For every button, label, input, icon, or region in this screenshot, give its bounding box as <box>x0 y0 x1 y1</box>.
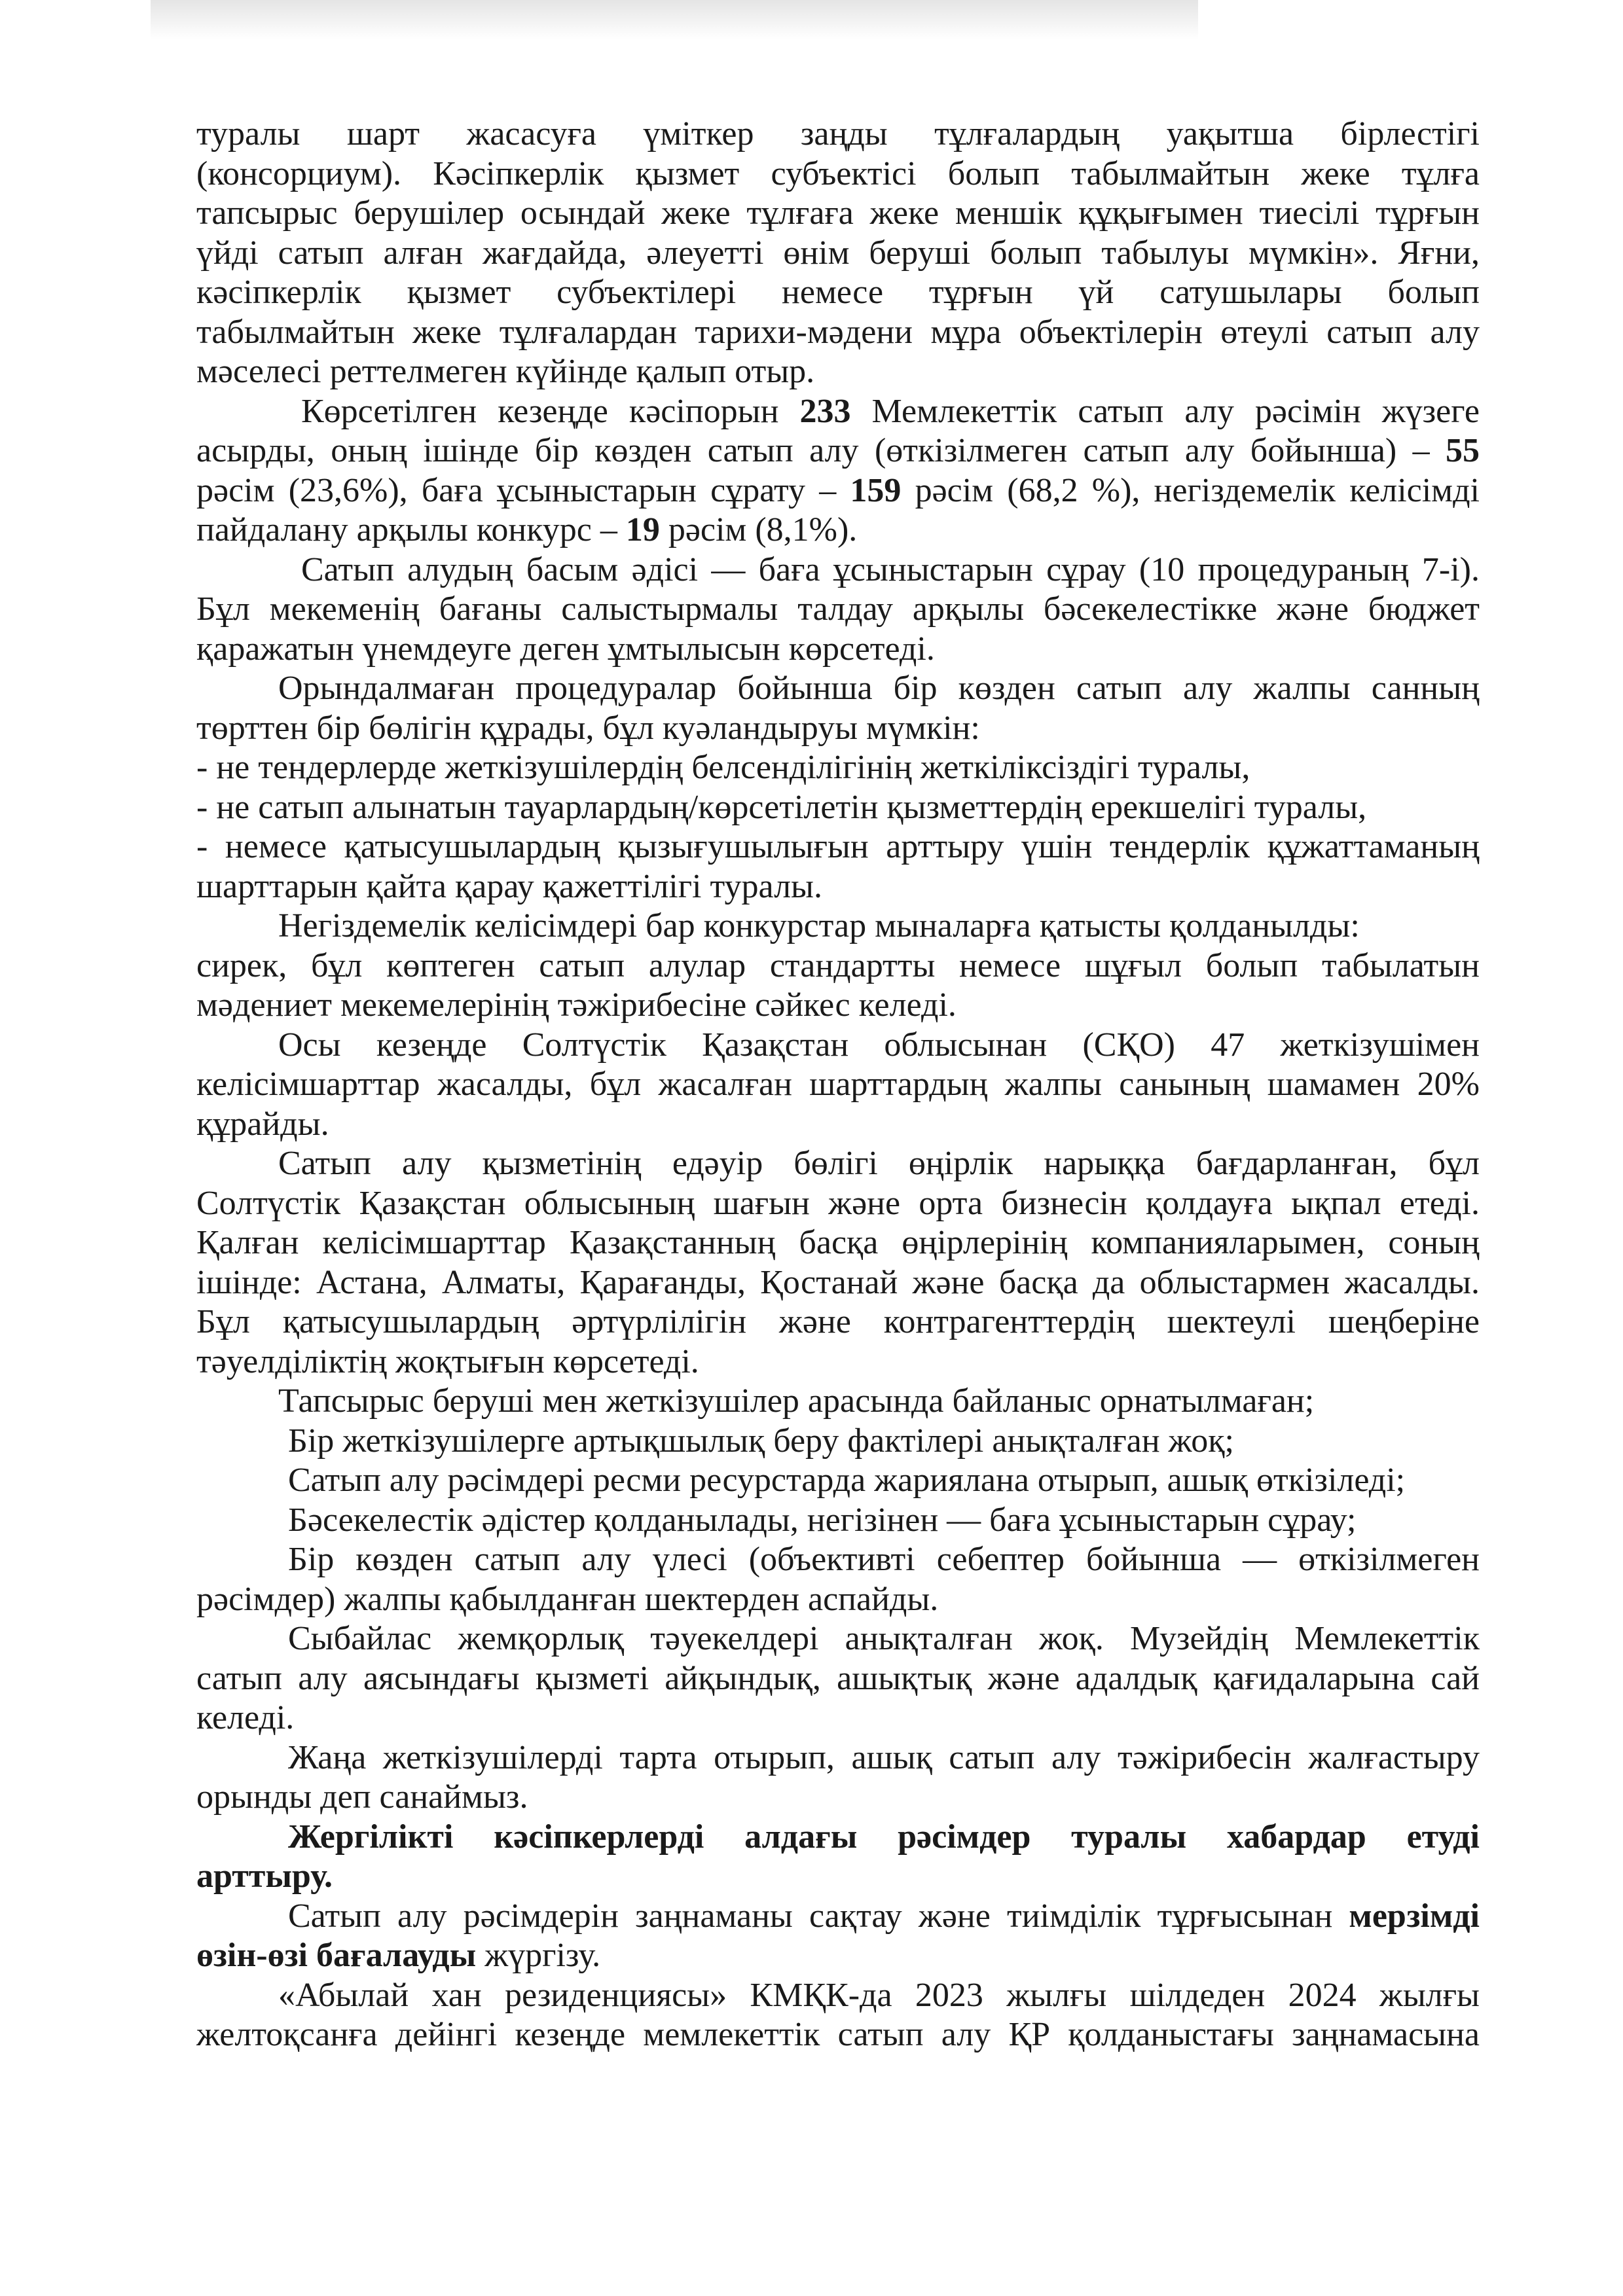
recommendation-inform-entrepreneurs <box>196 1818 1480 1897</box>
recommendation-text: арттыру. <box>196 1857 333 1895</box>
text-fragment: асырды, оның ішінде бір көзден сатып алу (өткізілмеген сатып алу бойынша) – <box>196 432 1446 469</box>
paragraph-residence-summary <box>196 1976 1480 2055</box>
text-line: келеді. <box>196 1699 295 1736</box>
text-line <box>196 1897 1480 1937</box>
paragraph-dominant-method <box>196 550 1480 670</box>
recommendation-self-assessment <box>196 1897 1480 1976</box>
text-fragment: жүргізу. <box>476 1937 601 1974</box>
text-line <box>196 1936 1480 1976</box>
paragraph-single-source-share <box>196 1540 1480 1619</box>
paragraph-conclusion <box>196 1738 1480 1818</box>
text-line: төрттен бір бөлігін құрады, бұл куәландыруы мүмкін: <box>196 709 980 747</box>
count-single-source: 55 <box>1446 432 1480 469</box>
text-line: Жаңа жеткізушілерді тарта отырып, ашық сатып алу тәжірибесін жалғастыру <box>288 1738 1480 1776</box>
text-line: рәсімдер) жалпы қабылданған шектерден аспайды. <box>196 1580 939 1618</box>
emphasis-text: мерзімді <box>1349 1897 1480 1935</box>
scan-shadow <box>151 0 1198 39</box>
text-fragment: рәсім (23,6%), баға ұсыныстарын сұрату – <box>196 471 850 509</box>
text-fragment: Сатып алу рәсімдерін заңнаманы сақтау және тиімділік тұрғысынан <box>288 1897 1349 1935</box>
list-item: - не тендерлерде жеткізушілердің белсенділігінің жеткіліксіздігі туралы, <box>196 749 1250 786</box>
bullet-list <box>196 748 1480 906</box>
text-line <box>196 511 1480 550</box>
text-fragment: рәсім (68,2 %), негіздемелік келісімді <box>901 471 1480 509</box>
text-line <box>196 471 1480 511</box>
count-framework: 19 <box>625 511 660 548</box>
emphasis-text: өзін-өзі бағалауды <box>196 1937 477 1974</box>
text-line: орынды деп санаймыз. <box>196 1778 528 1816</box>
text-line: келісімшарттар жасалды, бұл жасалған шарттардың жалпы санының шамамен 20% <box>196 1066 1480 1103</box>
text-line: Осы кезеңде Солтүстік Қазақстан облысынан (СҚО) 47 жеткізушімен <box>278 1026 1480 1064</box>
paragraph-regional-suppliers <box>196 1026 1480 1145</box>
text-line: үйді сатып алған жағдайда, әлеуетті өнім беруші болып табылуы мүмкін». Яғни, <box>196 234 1480 272</box>
text-line: Негіздемелік келісімдері бар конкурстар мыналарға қатысты қолданылды: <box>278 907 1360 944</box>
text-line <box>196 431 1480 471</box>
text-line: желтоқсанға дейінгі кезеңде мемлекеттік сатып алу ҚР қолданыстағы заңнамасына <box>196 2016 1480 2053</box>
finding-item: Бір жеткізушілерге артықшылық беру фактілері анықталған жоқ; <box>288 1422 1234 1460</box>
count-total: 233 <box>799 392 851 430</box>
text-line: туралы шарт жасасуға үміткер заңды тұлғалардың уақытша бірлестігі <box>196 115 1480 152</box>
paragraph-framework-contests <box>196 906 1480 1026</box>
text-line: тәуелділіктің жоқтығын көрсетеді. <box>196 1342 699 1380</box>
text-line: Орындалмаған процедуралар бойынша бір көзден сатып алу жалпы санның <box>278 670 1480 707</box>
text-fragment: Көрсетілген кезеңде кәсіпорын <box>301 392 800 430</box>
text-line: сатып алу аясындағы қызметі айқындық, ашықтық және адалдық қағидаларына сай <box>196 1659 1480 1697</box>
text-line: құрайды. <box>196 1105 329 1143</box>
text-line: Бұл мекеменің бағаны салыстырмалы талдау арқылы бәсекелестікке және бюджет <box>196 590 1480 628</box>
text-line: (консорциум). Кәсіпкерлік қызмет субъектісі болып табылмайтын жеке тұлға <box>196 154 1480 192</box>
recommendation-text: Жергілікті кәсіпкерлерді алдағы рәсімдер туралы хабардар етуді <box>288 1818 1480 1856</box>
text-fragment: рәсім (8,1%). <box>659 511 858 548</box>
text-line: табылмайтын жеке тұлғалардан тарихи-мәдени мұра объектілерін өтеулі сатып алу <box>196 313 1480 351</box>
text-fragment: Мемлекеттік сатып алу рәсімін жүзеге <box>850 392 1480 430</box>
list-item: шарттарын қайта қарау қажеттілігі туралы. <box>196 867 822 905</box>
text-line: «Абылай хан резиденциясы» КМҚК-да 2023 жылғы шілдеден 2024 жылғы <box>278 1976 1480 2014</box>
text-line: мәдениет мекемелерінің тәжірибесіне сәйкес келеді. <box>196 986 957 1024</box>
text-line: Бір көзден сатып алу үлесі (объективті себептер бойынша — өткізілмеген <box>288 1541 1480 1578</box>
text-line: кәсіпкерлік қызмет субъектілері немесе тұрғын үй сатушылары болып <box>196 274 1480 311</box>
paragraph-failed-procedures <box>196 669 1480 748</box>
text-line: тапсырыс берушілер осындай жеке тұлғаға жеке меншік құқығымен тиесілі тұрғын <box>196 194 1480 232</box>
paragraph-procurement-stats <box>196 392 1480 550</box>
text-line <box>196 1818 1480 1857</box>
document-page <box>196 115 1480 2055</box>
text-fragment: пайдалану арқылы конкурс – <box>196 511 626 548</box>
paragraph-regional-market <box>196 1144 1480 1382</box>
text-line <box>196 392 1480 432</box>
text-line: қаражатын үнемдеуге деген ұмтылысын көрсетеді. <box>196 630 935 668</box>
text-line: Солтүстік Қазақстан облысының шағын және орта бизнесін қолдауға ықпал етеді. <box>196 1184 1480 1222</box>
text-line: сирек, бұл көптеген сатып алулар стандартты немесе шұғыл болып табылатын <box>196 946 1480 984</box>
text-line: мәселесі реттелмеген күйінде қалып отыр. <box>196 353 815 390</box>
finding-item: Сатып алу рәсімдері ресми ресурстарда жариялана отырып, ашық өткізіледі; <box>288 1462 1406 1499</box>
count-price-requests: 159 <box>850 471 902 509</box>
text-line: Сыбайлас жемқорлық тәуекелдері анықталған жоқ. Музейдің Мемлекеттік <box>288 1620 1480 1657</box>
text-line: ішінде: Астана, Алматы, Қарағанды, Қостанай және басқа да облыстармен жасалды. <box>196 1263 1480 1301</box>
text-line: Сатып алу қызметінің едәуір бөлігі өңірлік нарыққа бағдарланған, бұл <box>278 1145 1480 1182</box>
list-item: - не сатып алынатын тауарлардың/көрсетілетін қызметтердің ерекшелігі туралы, <box>196 788 1367 826</box>
text-line: Бұл қатысушылардың әртүрлілігін және контрагенттердің шектеулі шеңберіне <box>196 1303 1480 1340</box>
paragraph-consortium <box>196 115 1480 392</box>
text-line <box>196 1857 1480 1897</box>
finding-item: Бәсекелестік әдістер қолданылады, негізінен — баға ұсыныстарын сұрау; <box>288 1501 1357 1539</box>
text-line: Қалған келісімшарттар Қазақстанның басқа өңірлерінің компанияларымен, соның <box>196 1224 1480 1261</box>
paragraph-corruption-risks <box>196 1619 1480 1738</box>
finding-item: Тапсырыс беруші мен жеткізушілер арасында байланыс орнатылмаған; <box>278 1382 1315 1420</box>
list-item: - немесе қатысушылардың қызығушылығын арттыру үшін тендерлік құжаттаманың <box>196 828 1480 865</box>
text-line: Сатып алудың басым әдісі — баға ұсыныстарын сұрау (10 процедураның 7-і). <box>301 550 1480 588</box>
findings-list <box>196 1382 1480 1540</box>
